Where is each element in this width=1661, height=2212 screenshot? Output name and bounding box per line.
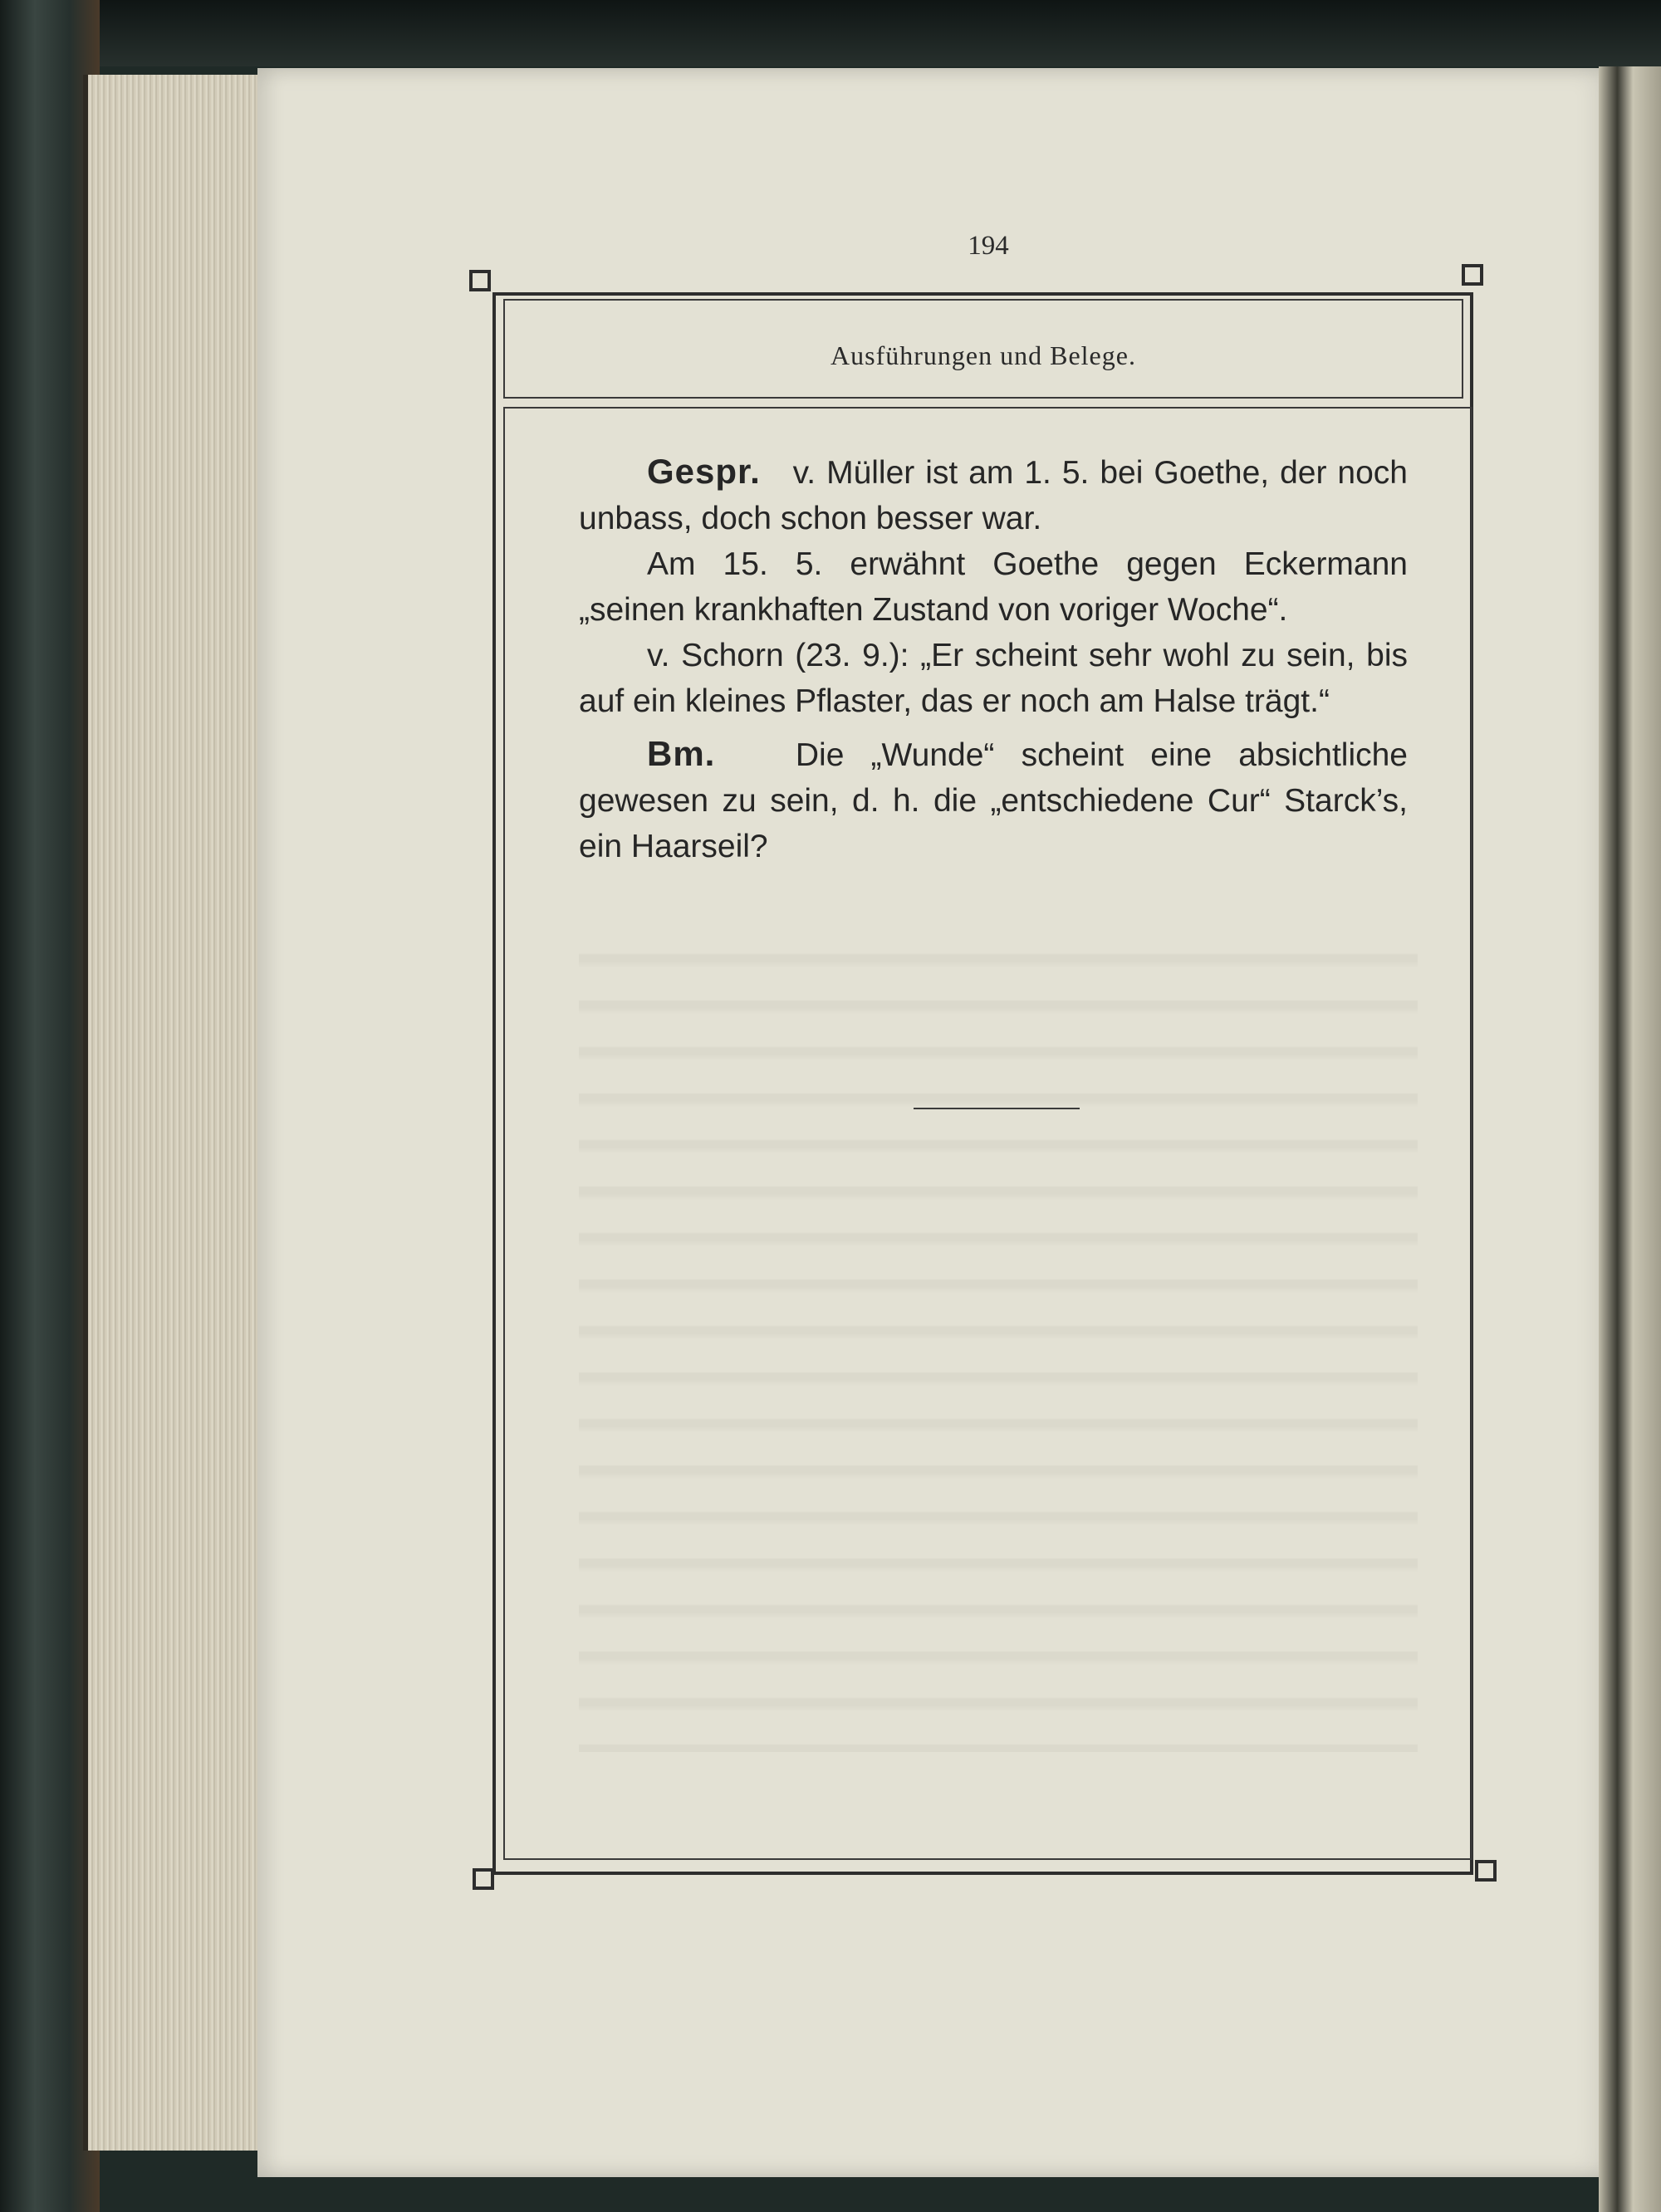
paragraph-text: v. Schorn (23. 9.): „Er scheint sehr wohl zu sein, bis auf ein kleines Pflaster, das er noch am Halse trägt.“: [579, 638, 1408, 719]
paragraph-lead-gespr: Gespr.: [647, 452, 761, 491]
frame-corner-bottom-right: [1475, 1860, 1497, 1882]
page-edges: [83, 75, 262, 2151]
book-gutter: [1599, 66, 1661, 2212]
paragraph-bm: [579, 731, 1408, 869]
paragraph-text: Am 15. 5. erwähnt Goethe gegen Eckermann „seinen krankhaften Zustand von voriger Woche“.: [579, 546, 1408, 628]
frame-corner-top-right: [1462, 264, 1483, 286]
body-text: [579, 448, 1408, 869]
paragraph-text: Die „Wunde“ scheint eine absichtliche gewesen zu sein, d. h. die „entschiedene Cur“ Starck’s, ein Haarseil?: [579, 737, 1408, 864]
frame-corner-top-left: [469, 270, 491, 291]
frame-corner-bottom-left: [473, 1868, 494, 1890]
paragraph-lead-bm: Bm.: [647, 734, 716, 773]
running-head: Ausführungen und Belege.: [830, 340, 1136, 370]
book-cover-top: [0, 0, 1661, 66]
section-end-rule: [914, 1108, 1080, 1109]
page-number: 194: [968, 231, 1009, 261]
paragraph-schorn: [579, 633, 1408, 724]
paragraph-gespr: [579, 448, 1408, 541]
paragraph-text: v. Müller ist am 1. 5. bei Goethe, der noch unbass, doch schon besser war.: [579, 455, 1408, 536]
paragraph-eckermann: [579, 541, 1408, 633]
